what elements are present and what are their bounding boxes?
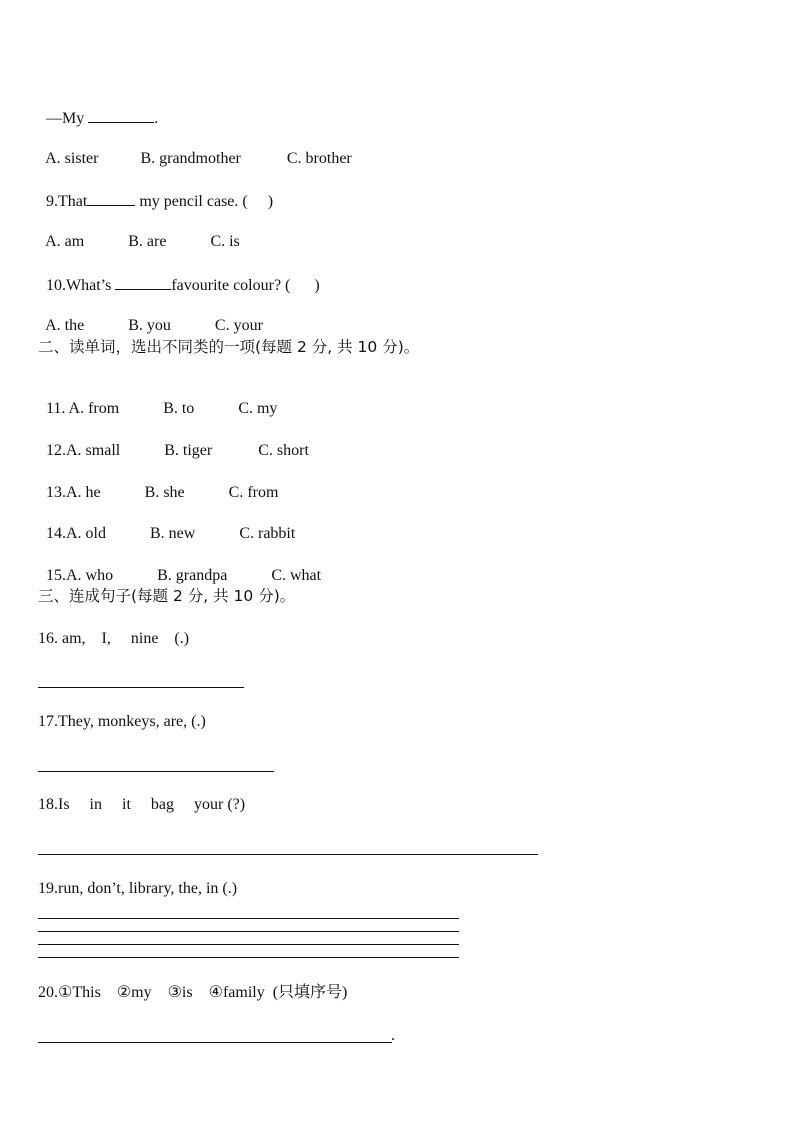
q20-answer-line[interactable] [38, 1042, 392, 1043]
q19-answer-line-4[interactable] [38, 957, 459, 958]
q19-answer-line-2[interactable] [38, 931, 459, 932]
q15-option-c[interactable]: C. what [271, 567, 322, 584]
section2-title: 二、读单词，选出不同类的一项(每题 2 分, 共 10 分)。 [38, 338, 420, 356]
q8-option-a[interactable]: A. sister [45, 150, 99, 167]
q16-prompt: 16. am, I, nine (.) [38, 630, 190, 647]
q10-blank[interactable] [115, 275, 171, 290]
q20-prompt: 20.①This ②my ③is ④family (只填序号) [38, 984, 348, 1001]
q15-option-a[interactable]: A. who [66, 567, 114, 584]
q18-answer-line[interactable] [38, 854, 538, 855]
q11-option-a[interactable]: A. from [68, 400, 120, 417]
q19-prompt: 19.run, don’t, library, the, in (.) [38, 880, 238, 897]
q12-row [38, 421, 309, 461]
q10-stem-prefix: 10.What’s [46, 277, 116, 294]
section3-title: 三、连成句子(每题 2 分, 共 10 分)。 [38, 587, 296, 605]
q12-option-c[interactable]: C. short [258, 442, 309, 459]
q10-option-c[interactable]: C. your [214, 317, 263, 334]
q16-answer-line[interactable] [38, 687, 244, 688]
q14-number: 14. [46, 525, 66, 542]
q13-number: 13. [46, 484, 66, 501]
q8-option-b[interactable]: B. grandmother [140, 150, 241, 167]
q11-option-b[interactable]: B. to [163, 400, 195, 417]
q13-option-a[interactable]: A. he [66, 484, 101, 501]
q11-number: 11. [46, 400, 69, 417]
q14-option-a[interactable]: A. old [66, 525, 106, 542]
q12-option-b[interactable]: B. tiger [164, 442, 213, 459]
q10-option-a[interactable]: A. the [45, 317, 85, 334]
q19-answer-line-1[interactable] [38, 918, 459, 919]
q17-answer-line[interactable] [38, 771, 274, 772]
q9-stem [38, 171, 273, 212]
q11-option-c[interactable]: C. my [238, 400, 278, 417]
q14-option-b[interactable]: B. new [150, 525, 196, 542]
q8-stem-prefix: —My [46, 110, 89, 127]
q9-option-a[interactable]: A. am [45, 233, 85, 250]
q10-option-b[interactable]: B. you [128, 317, 171, 334]
q8-stem-suffix: . [154, 110, 159, 127]
q8-options [38, 129, 352, 169]
q15-row [38, 546, 321, 586]
q12-option-a[interactable]: A. small [66, 442, 121, 459]
q13-option-c[interactable]: C. from [228, 484, 279, 501]
q9-options [38, 212, 240, 252]
q14-row [38, 504, 295, 544]
q13-option-b[interactable]: B. she [144, 484, 185, 501]
q10-stem-suffix: favourite colour? ( ) [171, 277, 320, 294]
q18-prompt: 18.Is in it bag your (?) [38, 796, 246, 813]
q9-stem-prefix: 9.That [46, 193, 88, 210]
q15-option-b[interactable]: B. grandpa [157, 567, 228, 584]
q8-stem [38, 88, 158, 129]
q20-period: . [391, 1027, 395, 1044]
q10-options [38, 296, 263, 336]
q11-row [38, 379, 277, 419]
q15-number: 15. [46, 567, 66, 584]
q9-blank[interactable] [87, 191, 135, 206]
q9-stem-suffix: my pencil case. ( ) [135, 193, 274, 210]
q19-answer-line-3[interactable] [38, 944, 459, 945]
q9-option-c[interactable]: C. is [210, 233, 240, 250]
q9-option-b[interactable]: B. are [128, 233, 167, 250]
q10-stem [38, 255, 320, 296]
q8-blank[interactable] [88, 108, 154, 123]
q14-option-c[interactable]: C. rabbit [239, 525, 296, 542]
q12-number: 12. [46, 442, 66, 459]
q13-row [38, 463, 278, 503]
q8-option-c[interactable]: C. brother [286, 150, 352, 167]
q17-prompt: 17.They, monkeys, are, (.) [38, 713, 206, 730]
